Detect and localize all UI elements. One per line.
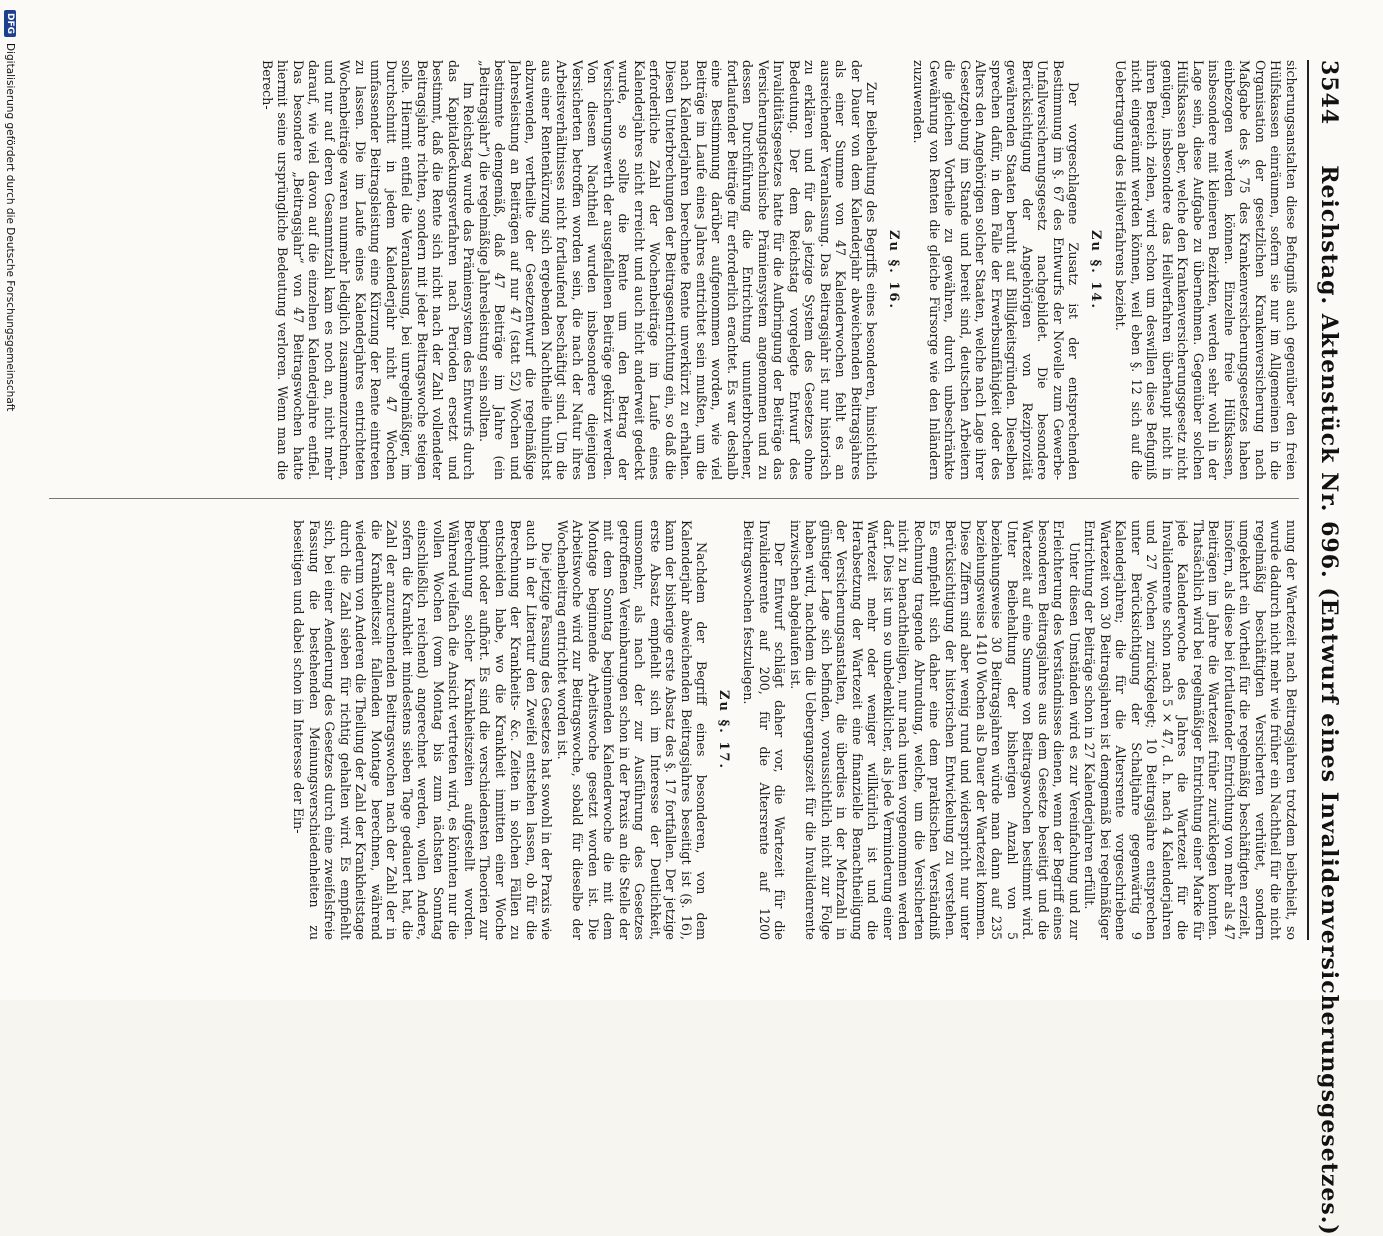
section-heading: Zu §. 17. (716, 690, 731, 770)
page-number: 3544 (1316, 60, 1342, 126)
paragraph: Der vorgeschlagene Zusatz ist der entsprechenden Bestimmung im §. 67 des Entwurfs der Novelle zum Gewerbe-Unfallversicherungsgesetz nachgebildet. Die besondere Berücksichtigung der Angehörigen von Reziprozität gewährenden Staaten beruht auf Billigkeitsgründen. Dieselben sprechen dafür, in dem Falle der Erwerbsunfähigkeit oder des Alters den Angehörigen solcher Staaten, welche nach Lage ihrer Gesetzgebung im Stande und bereit sind, deutschen Arbeitern die gleichen Vortheile zu gewähren, durch unbeschränkte Gewährung von Renten die gleiche Fürsorge wie den Inländern zuzuwenden. (911, 60, 1082, 480)
paragraph: nung der Wartezeit nach Beitragsjahren trotzdem beibehielt, so wurde dadurch nicht mehr wie früher ein Nachtheil für die nicht regelmäßig beschäftigten Versicherten verhütet, sondern umgekehrt ein Vortheil für die regelmäßig beschäftigten erzielt, insofern, als diese bei fortlaufender Entrichtung von mehr als 47 Beiträgen im Jahre die Wartezeit früher zurücklegen konnten. Thatsächlich wird bei regelmäßiger Entrichtung einer Marke für jede Kalenderwoche des Jahres die Wartezeit für die Invalidenrente schon nach 5 × 47, d. h. nach 4 Kalenderjahren und 27 Wochen zurückgelegt; 10 Beitragsjahre entsprechen unter Berücksichtigung der Schaltjahre gegenwärtig 9 Kalenderjahren; die für die Altersrente vorgeschriebene Wartezeit von 30 Beitragsjahren ist demgemäß bei regelmäßiger Entrichtung der Beiträge schon in 27 Kalenderjahren erfüllt. (1082, 520, 1299, 940)
credit-text: Digitalisierung gefördert durch die Deutsche Forschungsgemeinschaft (4, 43, 16, 412)
page-header (1311, 60, 1347, 1236)
paragraph: sicherungsanstalten diese Befugniß auch gegenüber den freien Hülfskassen einräumen, sofern sie nur im Allgemeinen in die Organisation der gesetzlichen Krankenversicherung nach Maßgabe des §. 75 des Krankenversicherungsgesetzes haben einbezogen werden können. Einzelne freie Hülfskassen, insbesondere mit kleineren Bezirken, werden sehr wohl in der Lage sein, diese Aufgabe zu übernehmen. Gegenüber solchen Hülfskassen aber, welche den Krankenversicherungsgesetz nicht genügen, insbesondere das Heilverfahren überhaupt nicht in ihren Bereich ziehen, wird schon um deswillen diese Befugniß nicht eingeräumt werden können, weil eben §. 12 sich auf die Uebertragung des Heilverfahrens bezieht. (1113, 60, 1299, 480)
paragraph: Im Reichstag wurde das Prämiensystem des Entwurfs durch das Kapitaldeckungsverfahren nach Perioden ersetzt und bestimmt, daß die Rente sich nicht nach der Zahl vollendeter Beitragsjahre richten, sondern mit jeder Beitragswoche steigen solle. Hiermit entfiel die Veranlassung, bei unregelmäßiger, im Durchschnitt in jedem Kalenderjahr nicht 47 Wochen umfassender Beitragsleistung eine Kürzung der Rente eintreten zu lassen. Die im Laufe eines Kalenderjahres entrichteten Wochenbeiträge waren nunmehr lediglich zusammenzurechnen, und nur auf deren Gesammtzahl kam es noch an, nicht mehr darauf, wie viel davon auf die einzelnen Kalenderjahre entfiel. Das besondere „Beitragsjahr“ von 47 Beitragswochen hatte hiermit seine ursprüngliche Bedeutung verloren. Wenn man die Berech- (260, 60, 477, 480)
paragraph: Der Entwurf schlägt daher vor, die Wartezeit für die Invalidenrente auf 200, für die Altersrente auf 1200 Beitragswochen festzulegen. (741, 520, 788, 940)
section-heading: Zu §. 14. (1088, 230, 1103, 310)
running-title: Reichstag. Aktenstück Nr. 696. (Entwurf eines Invalidenversicherungsgesetzes.) (1316, 165, 1342, 1236)
section-heading: Zu §. 16. (886, 230, 901, 310)
right-column (49, 520, 1299, 940)
left-column (49, 60, 1299, 480)
paragraph: Unter diesen Umständen wird es zur Vereinfachung und zur Erleichterung des Verständnisses dienen, wenn der Begriff eines besonderen Beitragsjahres aus dem Gesetze beseitigt und die Wartezeit auf eine Summe von Beitragswochen bestimmt wird. Unter Beibehaltung der bisherigen Anzahl von 5 beziehungsweise 30 Beitragsjahren würde man dann auf 235 beziehungsweise 1410 Wochen als Dauer der Wartezeit kommen. Diese Ziffern sind aber wenig rund und widerspricht nur unter Berücksichtigung der historischen Entwickelung zu verstehen. Es empfiehlt sich daher eine dem praktischen Verständniß Rechnung tragende Abrundung, welche, um die Versicherten nicht zu benachtheiligen, nur nach unten vorgenommen werden darf. Dies ist um so unbedenklicher, als jede Verminderung einer Wartezeit mehr oder weniger willkürlich ist und die Herabsetzung der Wartezeit eine finanzielle Benachtheiligung der Versicherungsanstalten, die überdies in der Mehrzahl in günstiger Lage sich befinden, voraussichtlich nicht zur Folge haben wird, nachdem die Uebergangszeit für die Invalidenrente inzwischen abgelaufen ist. (788, 520, 1082, 940)
header-rule (1307, 60, 1309, 940)
paragraph: Nachdem der Begriff eines besonderen, von dem Kalenderjahr abweichenden Beitragsjahres beseitigt ist (§. 16), kann der bisherige erste Absatz des §. 17 fortfallen. Der jetzige erste Absatz empfiehlt sich im Interesse der Deutlichkeit, umsomehr, als nach der zur Ausführung des Gesetzes getroffenen Vereinbarungen schon in der Praxis an die Stelle der mit dem Sonntag beginnenden Kalenderwoche die mit dem Montage beginnende Arbeitswoche gesetzt worden ist. Die Arbeitswoche wird zur Beitragswoche, sobald für dieselbe der Wochenbeitrag entrichtet worden ist. (555, 520, 710, 940)
dfg-logo: DFG (4, 10, 16, 37)
paragraph: Die jetzige Fassung des Gesetzes hat sowohl in der Praxis wie auch in der Literatur den Zweifel entstehen lassen, ob für die Berechnung der Krankheits- &c. Zeiten in solchen Fällen zu entscheiden habe, wo die Krankheit inmitten einer Woche beginnt oder aufhört. Es sind die verschiedensten Theorien zur Berechnung solcher Krankheitszeiten aufgestellt worden. Während vielfach die Ansicht vertreten wird, es könnten nur die vollen Wochen (vom Montag bis zum nächsten Sonntag einschließlich reichend) angerechnet werden, wollen Andere, sofern die Krankheit mindestens sieben Tage gedauert hat, die Zahl der anzurechnenden Beitragswochen nach der Zahl der in die Krankheitszeit fallenden Montage berechnen, während wiederum von Anderen die Theilung der Zahl der Krankheitstage durch die Zahl sieben für richtig gehalten wird. Es empfiehlt sich, bei einer Aenderung des Gesetzes durch eine zweifelsfreie Fassung die bestehenden Meinungsverschiedenheiten zu beseitigen und dabei schon im Interesse der Ein- (291, 520, 555, 940)
digitization-credit (0, 0, 20, 1000)
column-divider (49, 498, 1299, 499)
paragraph: Zur Beibehaltung des Begriffs eines besonderen, hinsichtlich der Dauer von dem Kalenderjahr abweichenden Beitragsjahres als einer Summe von 47 Kalenderwochen fehlt es an ausreichender Veranlassung. Das Beitragsjahr ist nur historisch zu erklären und für das jetzige System des Gesetzes ohne Bedeutung. Der dem Reichstag vorgelegte Entwurf des Invaliditätsgesetzes hatte für die Aufbringung der Beiträge das Versicherungstechnische Prämiensystem angenommen und zu dessen Durchführung die Entrichtung ununterbrochener, fortlaufender Beiträge für erforderlich erachtet. Es war deshalb eine Bestimmung darüber aufgenommen worden, wie viel Beiträge im Laufe eines Jahres entrichtet sein mußten, um die nach Kalenderjahren berechnete Rente unverkürzt zu erhalten. Diesen Unterbrechungen der Beitragsentrichtung ein, so daß die erforderliche Zahl der Wochenbeiträge im Laufe eines Kalenderjahres nicht erreicht und auch nicht anderweit gedeckt wurde, so sollte die Rente um den Betrag der Versicherungswerth der ausgefallenen Beiträge gekürzt werden. Von diesem Nachtheil wurden insbesondere diejenigen Versicherten betroffen worden sein, die nach der Natur ihres Arbeitsverhältnisses nicht fortlaufend beschäftigt sind. Um die aus einer Rentenkürzung sich ergebenden Nachtheile thunlichst abzuwenden, vertheilte der Gesetzentwurf die regelmäßige Jahresleistung an Beiträgen auf nur 47 (statt 52) Wochen und bestimmte demgemäß, daß 47 Beiträge im Jahre (ein „Beitragsjahr“) die regelmäßige Jahresleistung sein sollten. (477, 60, 880, 480)
